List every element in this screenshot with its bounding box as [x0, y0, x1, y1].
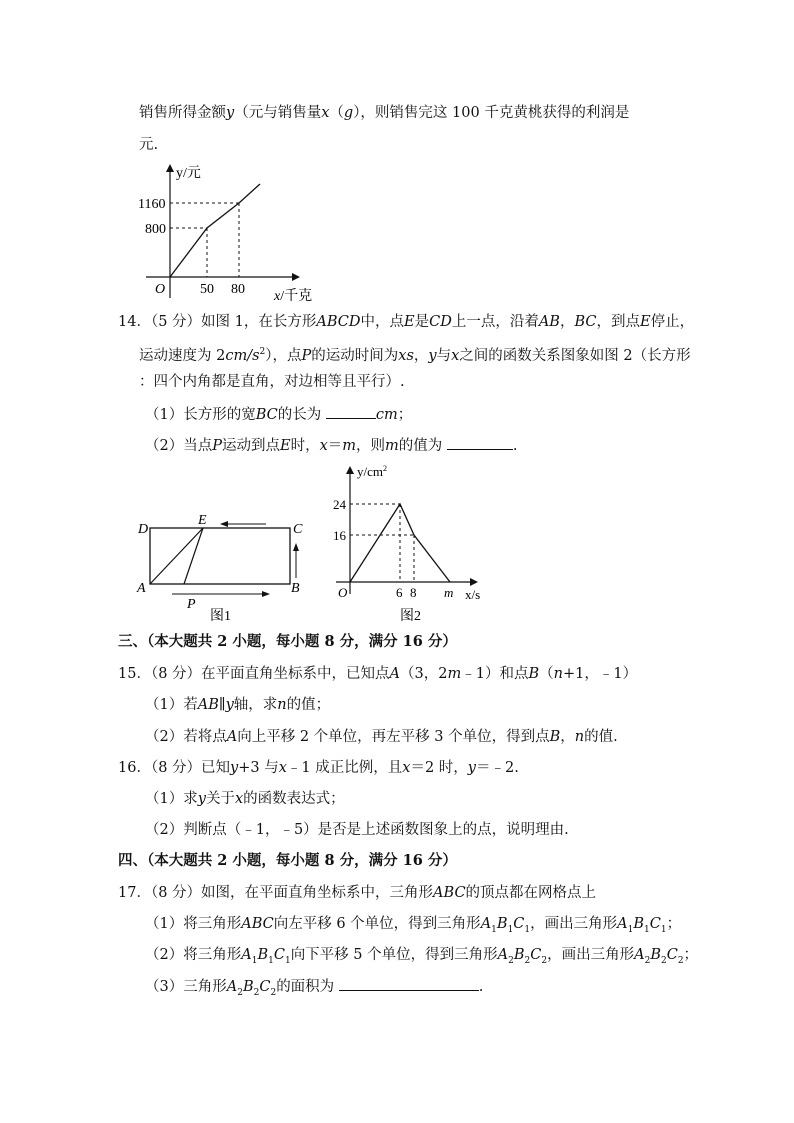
q14-sub2: （2）当点P运动到点E时，x＝m，则m的值为 . — [145, 435, 518, 456]
section-4-title: 四、（本大题共 2 小题，每小题 8 分，满分 16 分） — [118, 852, 457, 869]
q17-sub3: （3）三角形$A_2B_2C_2$的面积为 . — [145, 976, 483, 1003]
section-3-title: 三、（本大题共 2 小题，每小题 8 分，满分 16 分） — [118, 633, 457, 650]
label-C: C — [293, 522, 303, 537]
graph1-origin: O — [155, 282, 166, 297]
price-line — [170, 184, 260, 277]
xtick-50: 50 — [200, 282, 214, 297]
graph1-xlabel: x/千克 — [274, 289, 313, 302]
ytick-1160: 1160 — [138, 197, 166, 212]
price-graph — [130, 160, 330, 302]
q16-sub1: （1）求y关于x的函数表达式； — [145, 791, 345, 807]
ytick-16: 16 — [333, 528, 346, 543]
ytick-800: 800 — [145, 222, 166, 237]
xtick-8: 8 — [410, 585, 417, 600]
q15-sub2: （2）若将点A向上平移 2 个单位，再左平移 3 个单位，得到点B，n的值. — [145, 729, 618, 745]
graph1-ylabel: y/元 — [176, 166, 201, 181]
q17-line1: 17．（8 分）如图，在平面直角坐标系中，三角形ABC的顶点都在网格点上 — [118, 885, 597, 901]
fig2-xlabel: x/s — [465, 587, 481, 602]
xtick-6: 6 — [396, 585, 403, 600]
q13-line1: 销售所得金额y（元与销售量x（g），则销售完这 100 千克黄桃获得的利润是 — [139, 105, 630, 121]
figure-1-caption: 图1 — [210, 609, 231, 624]
q14-line3: ：四个内角都是直角，对边相等且平行）. — [139, 374, 405, 390]
q15-sub1: （1）若AB∥y轴，求n的值； — [145, 697, 331, 713]
q14-sub1: （1）长方形的宽BC的长为 cm； — [145, 404, 412, 425]
label-E: E — [198, 513, 207, 528]
xtick-m: m — [444, 585, 454, 600]
q16-line1: 16．（8 分）已知y+3 与x﹣1 成正比例，且x＝2 时，y＝﹣2. — [118, 760, 519, 776]
xtick-80: 80 — [231, 282, 245, 297]
label-A: A — [137, 581, 146, 596]
q16-sub2: （2）判断点（﹣1，﹣5）是否是上述函数图象上的点，说明理由. — [145, 822, 569, 838]
figure-2-caption: 图2 — [400, 609, 421, 624]
ytick-24: 24 — [333, 497, 346, 512]
label-P: P — [187, 597, 196, 612]
label-D: D — [138, 522, 149, 537]
q17-sub2: （2）将三角形$A_1B_1C_1$向下平移 5 个单位，得到三角形$A_2B_2C_2$，画出三角形$A_2B_2C_2$； — [145, 947, 699, 966]
figure-2-graph — [330, 460, 500, 628]
q14-line2: 运动速度为 $2cm/s^2$），点P的运动时间为xs，y与x之间的函数关系图象如图 2（长方形 — [139, 347, 691, 364]
fig2-origin: O — [338, 585, 348, 600]
figure-1-rectangle — [132, 508, 314, 628]
q14-line1: 14．（5 分）如图 1，在长方形ABCD中，点E是CD上一点，沿着AB，BC，到点E停止， — [118, 314, 695, 330]
q13-line2: 元. — [139, 137, 159, 153]
label-B: B — [291, 581, 300, 596]
q17-sub1: （1）将三角形ABC向左平移 6 个单位，得到三角形$A_1B_1C_1$，画出三角形$A_1B_1C_1$； — [145, 916, 682, 935]
q15-line1: 15．（8 分）在平面直角坐标系中，已知点A（3，2m﹣1）和点B（n+1，﹣1） — [118, 666, 638, 682]
fig2-ylabel: $y/cm^2$ — [357, 464, 387, 479]
